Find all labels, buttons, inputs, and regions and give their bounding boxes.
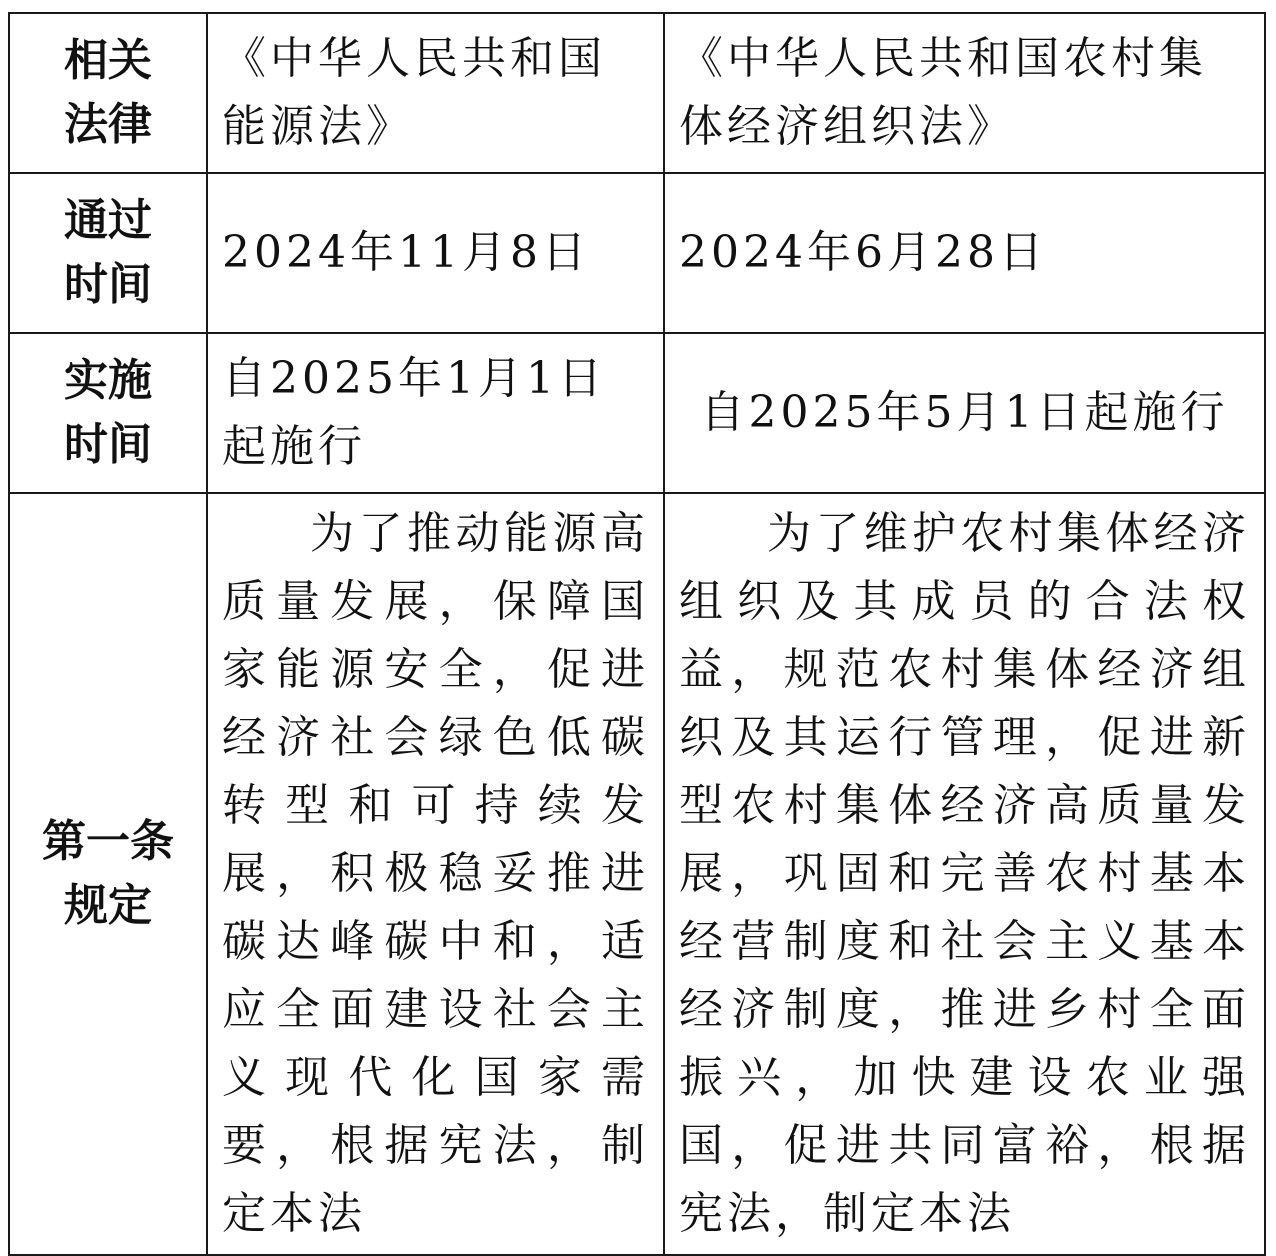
row-label-line2: 法律 [64, 99, 152, 150]
cell-right-passed-date: 2024年6月28日 [664, 173, 1265, 333]
table-row-related-law [9, 13, 1265, 173]
table-row-passed-date [9, 173, 1265, 333]
row-label-effective-date: 实施 时间 [9, 333, 207, 493]
row-label-article-one: 第一条 规定 [9, 493, 207, 1255]
cell-left-effective-date: 自2025年1月1日起施行 [207, 333, 664, 493]
table-row-article-one [9, 493, 1265, 1255]
cell-left-article-one: 为了推动能源高质量发展，保障国家能源安全，促进经济社会绿色低碳转型和可持续发展，积极稳妥推进碳达峰碳中和，适应全面建设社会主义现代化国家需要，根据宪法，制定本法 [207, 493, 664, 1255]
row-label-passed-date: 通过 时间 [9, 173, 207, 333]
cell-right-law-name: 《中华人民共和国农村集体经济组织法》 [664, 13, 1265, 173]
cell-left-passed-date: 2024年11月8日 [207, 173, 664, 333]
row-label-related-law [9, 13, 207, 173]
cell-right-article-one: 为了维护农村集体经济组织及其成员的合法权益，规范农村集体经济组织及其运行管理，促进新型农村集体经济高质量发展，巩固和完善农村基本经营制度和社会主义基本经济制度，推进乡村全面振兴，加快建设农业强国，促进共同富裕，根据宪法，制定本法 [664, 493, 1265, 1255]
cell-right-effective-date: 自2025年5月1日起施行 [664, 333, 1265, 493]
law-comparison-table [8, 12, 1266, 1256]
table-row-effective-date [9, 333, 1265, 493]
row-label-line1: 相关 [64, 35, 152, 86]
cell-left-law-name: 《中华人民共和国能源法》 [207, 13, 664, 173]
